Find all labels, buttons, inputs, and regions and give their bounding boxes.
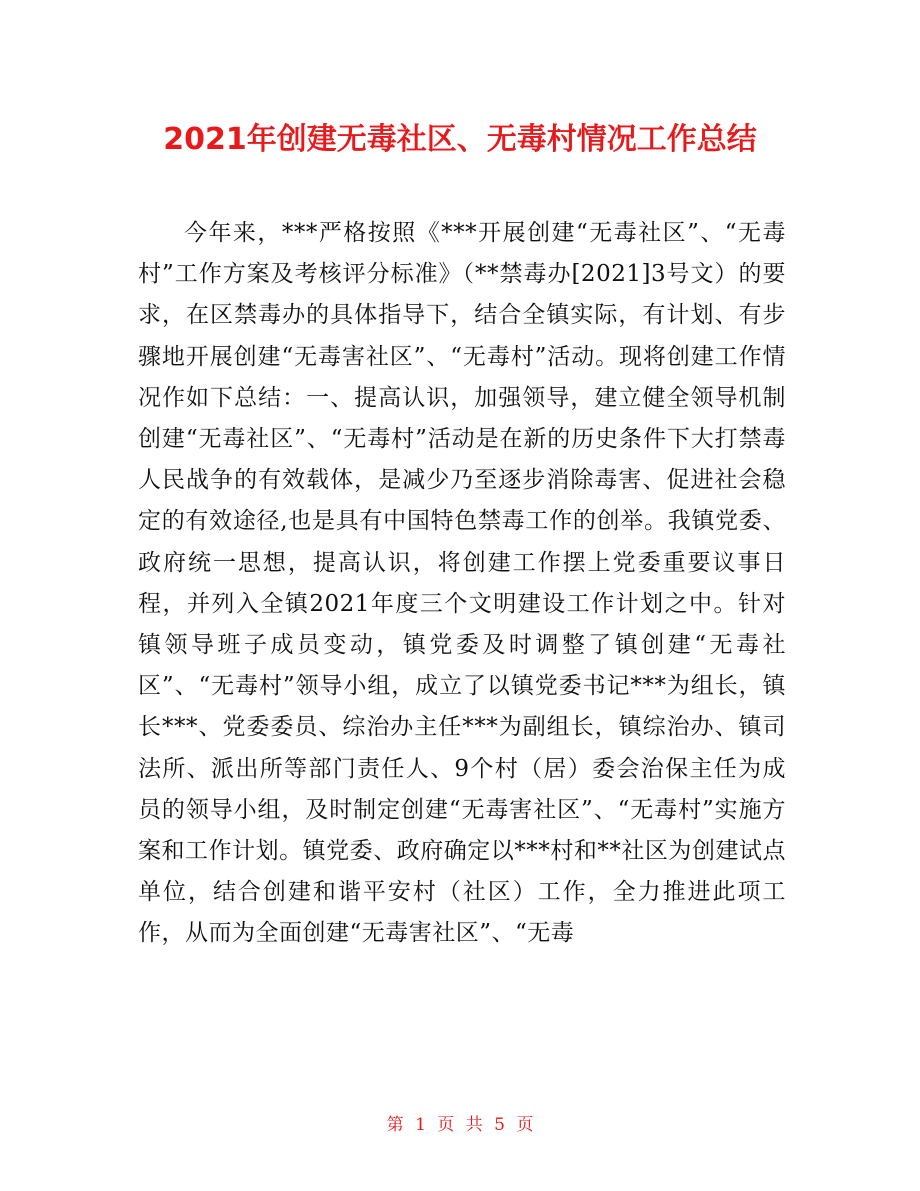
body-paragraph: 今年来，***严格按照《***开展创建“无毒社区”、“无毒村”工作方案及考核评分标准》（**禁毒办[2021]3号文）的要求，在区禁毒办的具体指导下，结合全镇实际，有计划、有步骤地开展创建“无毒害社区”、“无毒村”活动。现将创建工作情况作如下总结：一、提高认识，加强领导，建立健全领导机制创建“无毒社区”、“无毒村”活动是在新的历史条件下大打禁毒人民战争的有效载体，是减少乃至逐步消除毒害、促进社会稳定的有效途径,也是具有中国特色禁毒工作的创举。我镇党委、政府统一思想，提高认识，将创建工作摆上党委重要议事日程，并列入全镇2021年度三个文明建设工作计划之中。针对镇领导班子成员变动，镇党委及时调整了镇创建“无毒社区”、“无毒村”领导小组，成立了以镇党委书记***为组长，镇长***、党委委员、综治办主任***为副组长，镇综治办、镇司法所、派出所等部门责任人、9个村（居）委会治保主任为成员的领导小组，及时制定创建“无毒害社区”、“无毒村”实施方案和工作计划。镇党委、政府确定以***村和**社区为创建试点单位，结合创建和谐平安村（社区）工作，全力推进此项工作，从而为全面创建“无毒害社区”、“无毒 xyxy=(138,220,786,947)
document-title: 2021年创建无毒社区、无毒村情况工作总结 xyxy=(163,122,757,157)
page-footer: 第 1 页 共 5 页 xyxy=(386,1115,534,1135)
